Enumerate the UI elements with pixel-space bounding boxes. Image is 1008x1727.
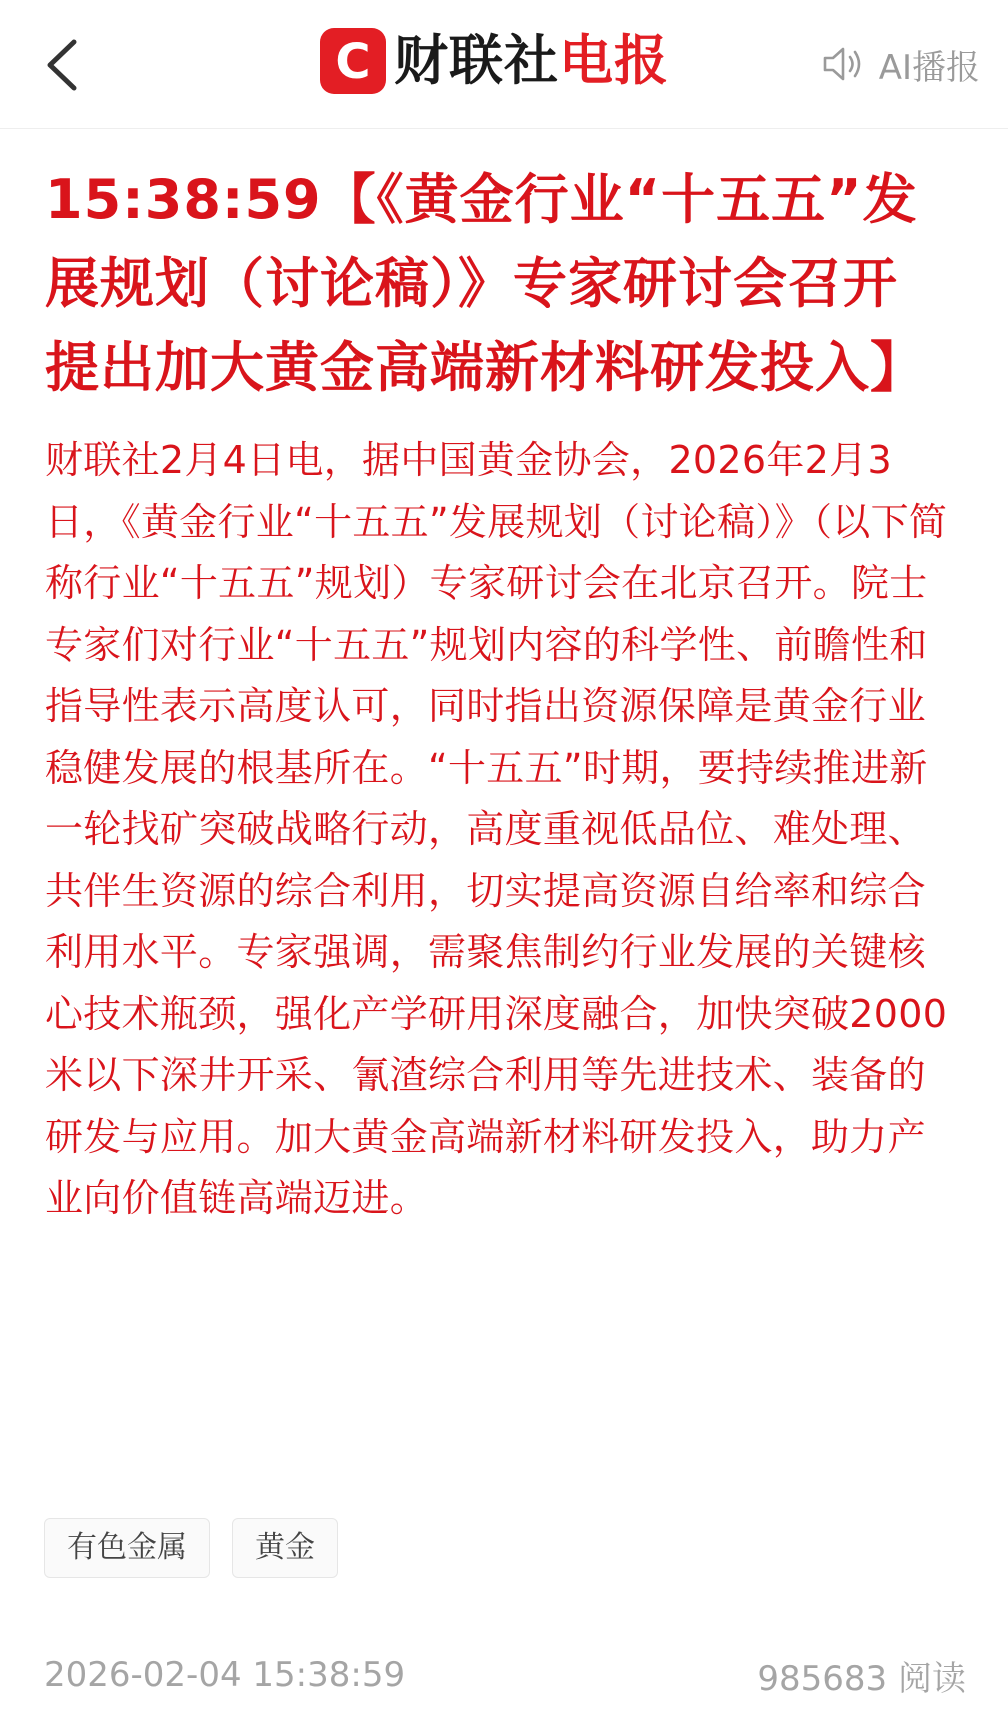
- top-bar: [0, 0, 1008, 129]
- ai-broadcast-button[interactable]: [821, 38, 980, 90]
- chevron-left-icon: [30, 30, 100, 100]
- article-headline: 15:38:59【《黄金行业“十五五”发展规划（讨论稿）》专家研讨会召开 提出加大黄金高端新材料研发投入】: [45, 168, 925, 399]
- logo-badge: [320, 28, 386, 94]
- tag-nonferrous-metals[interactable]: 有色金属: [44, 1518, 210, 1578]
- logo-text: [394, 28, 669, 94]
- publish-timestamp: 2026-02-04 15:38:59: [44, 1655, 406, 1695]
- back-button[interactable]: [30, 30, 100, 100]
- app-logo: [320, 28, 669, 94]
- logo-suffix: 电报: [559, 29, 669, 92]
- logo-c-icon: [320, 28, 386, 94]
- tag-gold[interactable]: 黄金: [232, 1518, 338, 1578]
- article-footer: [44, 1653, 966, 1697]
- ai-broadcast-label: AI播报: [878, 47, 980, 88]
- tag-list: [44, 1518, 360, 1578]
- logo-brand-name: 财联社: [394, 29, 559, 92]
- read-count: 985683 阅读: [757, 1658, 966, 1699]
- article-content: [45, 158, 950, 1230]
- speaker-icon: [821, 44, 865, 84]
- article-body: 财联社2月4日电，据中国黄金协会，2026年2月3日，《黄金行业“十五五”发展规划（讨论稿）》（以下简称行业“十五五”规划）专家研讨会在北京召开。院士专家们对行业“十五五”规划内容的科学性、前瞻性和指导性表示高度认可，同时指出资源保障是黄金行业稳健发展的根基所在。“十五五”时期，要持续推进新一轮找矿突破战略行动，高度重视低品位、难处理、共伴生资源的综合利用，切实提高资源自给率和综合利用水平。专家强调，需聚焦制约行业发展的关键核心技术瓶颈，强化产学研用深度融合，加快突破2000米以下深井开采、氰渣综合利用等先进技术、装备的研发与应用。加大黄金高端新材料研发投入，助力产业向价值链高端迈进。: [45, 438, 948, 1220]
- svg-text:C: C: [335, 34, 371, 90]
